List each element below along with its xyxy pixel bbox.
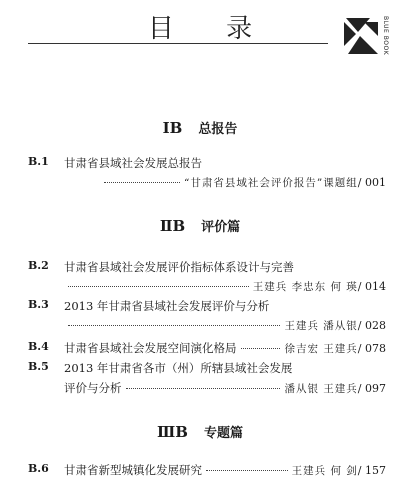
entry-code: B.3 — [28, 298, 49, 311]
section-heading-3[interactable] — [0, 422, 400, 441]
entry-title-continued: 评价与分析 — [64, 381, 122, 395]
logo-text: BLUE BOOK — [382, 16, 389, 56]
section-name: 总报告 — [198, 122, 238, 137]
entry-page: / 001 — [357, 176, 386, 189]
blue-book-logo-icon — [340, 14, 384, 58]
entry-author: 徐吉宏 王建兵 — [284, 343, 358, 355]
dot-leader — [241, 348, 281, 349]
entry-title: 2013 年甘肃省县域社会发展评价与分析 — [64, 299, 270, 313]
dot-leader — [104, 182, 180, 183]
dot-leader — [68, 286, 249, 287]
dot-leader — [126, 388, 281, 389]
entry-code: B.5 — [28, 360, 49, 373]
section-number: ⅢB — [157, 423, 188, 441]
section-name: 评价篇 — [201, 220, 241, 235]
section-heading-2[interactable] — [0, 216, 400, 235]
dot-leader — [206, 470, 288, 471]
entry-title: 甘肃省新型城镇化发展研究 — [64, 463, 202, 477]
entry-author: 王建兵 何 剑 — [291, 465, 358, 477]
dot-leader — [68, 325, 280, 326]
entry-author: 王建兵 李忠东 何 瑛 — [252, 281, 358, 293]
page-title: 目 录 — [147, 14, 275, 44]
entry-page: / 028 — [357, 319, 386, 332]
entry-author: 王建兵 潘从银 — [284, 320, 358, 332]
title-rule — [28, 43, 328, 44]
section-number: ⅠB — [162, 119, 183, 137]
entry-page: / 014 — [357, 280, 386, 293]
entry-page: / 157 — [357, 464, 386, 477]
entry-page: / 097 — [357, 382, 386, 395]
section-number: ⅡB — [159, 217, 186, 235]
section-heading-1[interactable] — [0, 118, 400, 137]
entry-code: B.4 — [28, 340, 49, 353]
entry-title: 甘肃省县域社会发展空间演化格局 — [64, 341, 237, 355]
entry-page: / 078 — [357, 342, 386, 355]
entry-author: “甘肃省县域社会评价报告”课题组 — [184, 177, 358, 189]
entry-code: B.2 — [28, 259, 49, 272]
entry-author: 潘从银 王建兵 — [284, 383, 358, 395]
entry-title: 甘肃省县域社会发展总报告 — [64, 156, 202, 170]
entry-code: B.6 — [28, 462, 49, 475]
entry-code: B.1 — [28, 155, 49, 168]
entry-title: 2013 年甘肃省各市（州）所辖县域社会发展 — [64, 361, 293, 375]
section-name: 专题篇 — [203, 426, 243, 441]
entry-title: 甘肃省县域社会发展评价指标体系设计与完善 — [64, 260, 294, 274]
